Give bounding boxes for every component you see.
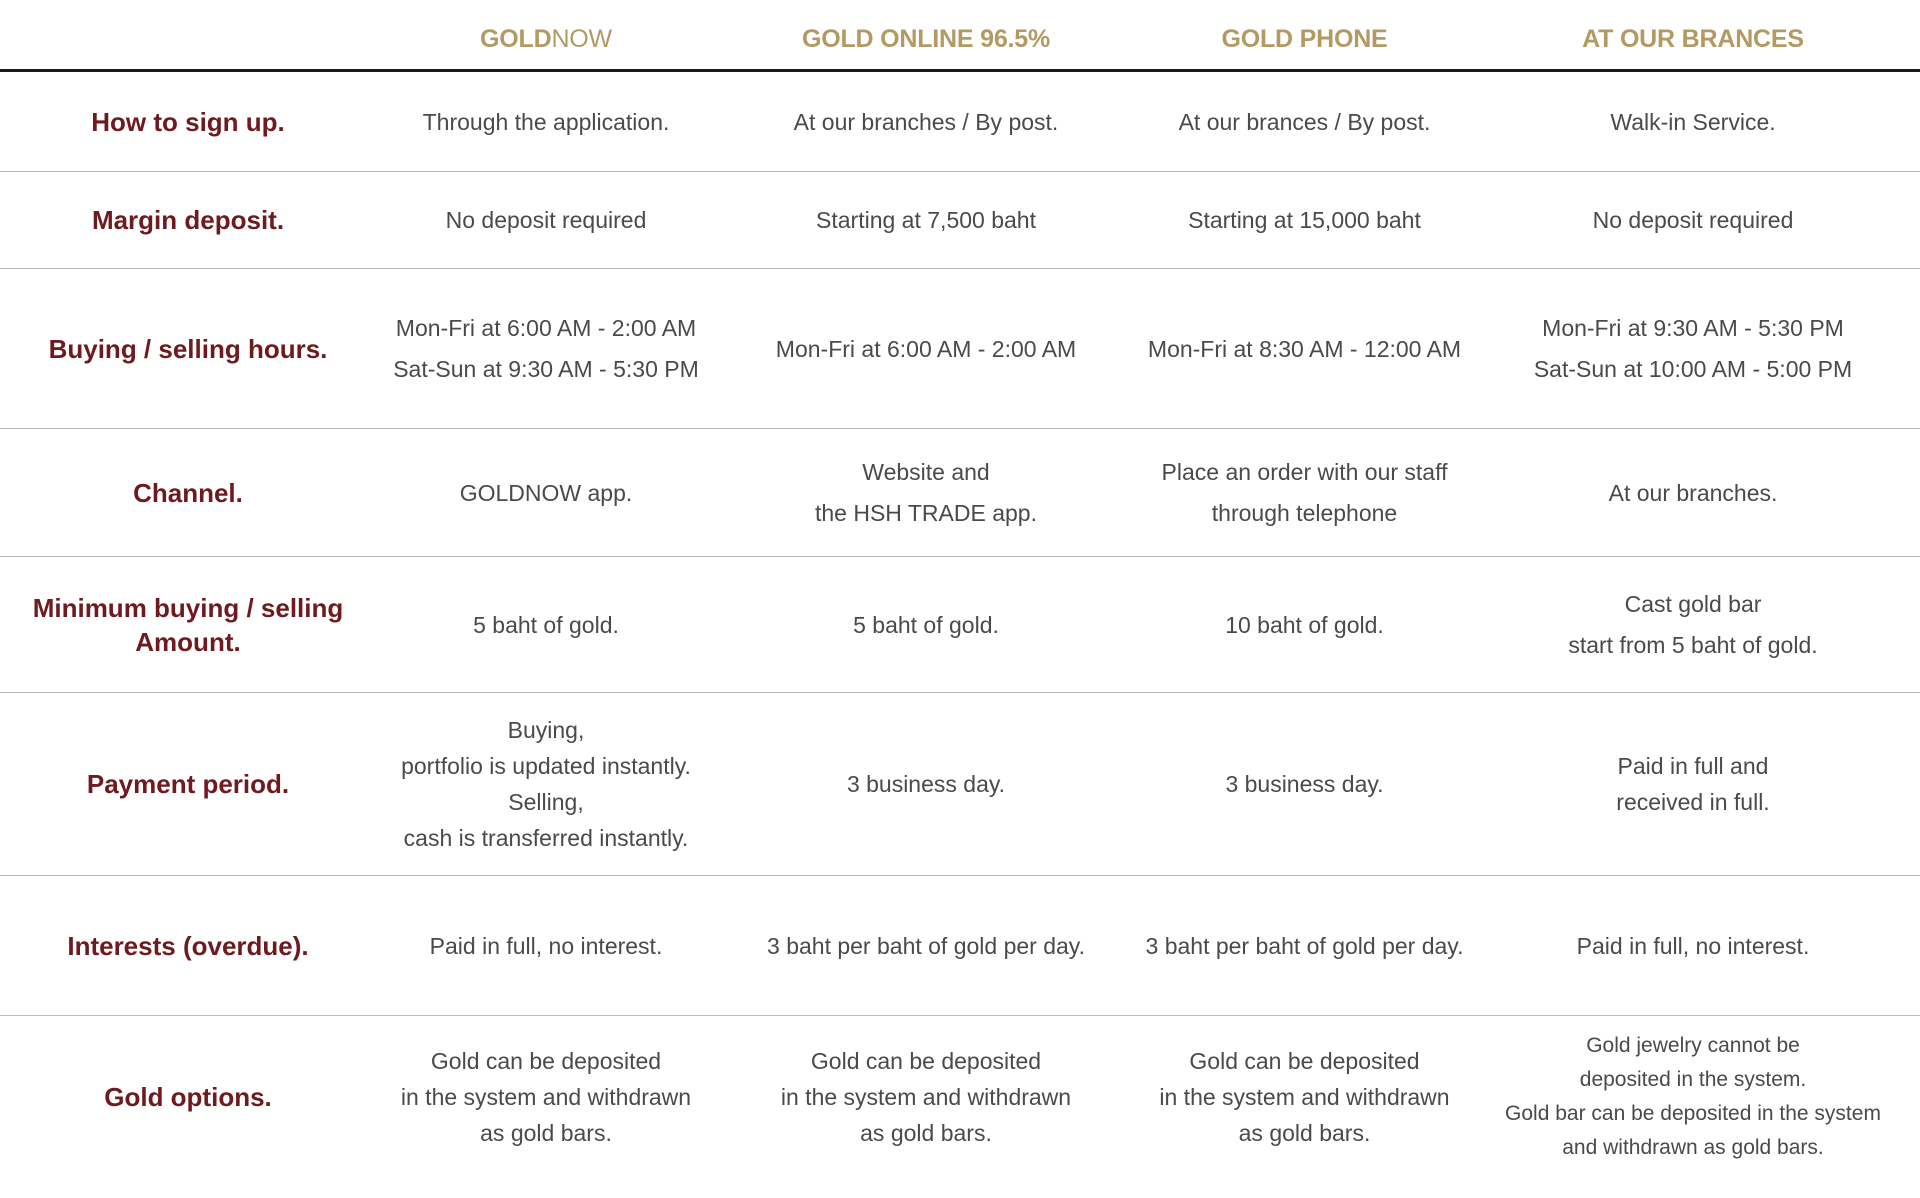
cell-signup-phone: At our brances / By post.: [1178, 108, 1431, 135]
table-row-minimum: [0, 557, 1920, 693]
table-row-payment: [0, 693, 1920, 876]
cell-signup-online: At our branches / By post.: [793, 108, 1059, 135]
cell-interest-phone: 3 baht per baht of gold per day.: [1145, 932, 1464, 959]
row-label-margin: Margin deposit.: [91, 205, 285, 235]
cell-minimum-phone: 10 baht of gold.: [1225, 611, 1384, 638]
cell-line: as gold bars.: [860, 1120, 992, 1146]
cell-line: Sat-Sun at 9:30 AM - 5:30 PM: [393, 355, 699, 382]
cell-line: in the system and withdrawn: [400, 1084, 692, 1110]
cell-minimum-online: 5 baht of gold.: [853, 611, 999, 638]
table-row-options: [0, 1016, 1920, 1178]
cell-line: cash is transferred instantly.: [403, 825, 689, 851]
cell-minimum-goldnow: 5 baht of gold.: [473, 611, 619, 638]
row-label-signup: How to sign up.: [91, 106, 285, 137]
row-label-minimum: [0, 591, 376, 659]
cell-line: Minimum buying / selling: [32, 592, 344, 623]
cell-payment-phone: 3 business day.: [1225, 771, 1384, 797]
cell-payment-online: 3 business day.: [846, 771, 1006, 797]
cell-margin-branches: No deposit required: [1592, 207, 1794, 233]
cell-channel-goldnow: GOLDNOW app.: [459, 479, 633, 506]
cell-channel-online: [716, 452, 1136, 534]
cell-minimum-branches: [1473, 584, 1913, 666]
table-row-signup: [0, 72, 1920, 172]
header-blank: [0, 0, 376, 24]
cell-margin-online: Starting at 7,500 baht: [816, 207, 1036, 233]
row-label-options: Gold options.: [104, 1082, 272, 1112]
cell-line: Amount.: [135, 626, 241, 657]
cell-line: the HSH TRADE app.: [814, 499, 1037, 526]
cell-line: Selling,: [508, 789, 584, 815]
row-label-hours: Buying / selling hours.: [48, 333, 328, 364]
cell-line: Cast gold bar: [1624, 590, 1762, 617]
cell-line: in the system and withdrawn: [1159, 1084, 1450, 1110]
cell-options-goldnow: [376, 1043, 716, 1151]
cell-line: Paid in full and: [1617, 753, 1769, 779]
header-goldnow-bold: GOLD: [480, 25, 552, 53]
header-goldnow-light: NOW: [551, 25, 612, 53]
cell-margin-phone: Starting at 15,000 baht: [1188, 207, 1421, 233]
cell-hours-branches: [1473, 308, 1913, 390]
header-branches: AT OUR BRANCES: [1582, 25, 1804, 53]
cell-signup-branches: Walk-in Service.: [1610, 108, 1776, 135]
cell-interest-branches: Paid in full, no interest.: [1576, 932, 1810, 959]
cell-line: as gold bars.: [480, 1120, 612, 1146]
cell-line: received in full.: [1616, 789, 1770, 815]
cell-payment-branches: [1473, 748, 1913, 820]
table-header: [0, 0, 1920, 72]
row-label-channel: Channel.: [133, 477, 243, 508]
cell-line: Gold can be deposited: [430, 1048, 662, 1074]
cell-line: Buying,: [507, 717, 585, 743]
cell-hours-online: Mon-Fri at 6:00 AM - 2:00 AM: [775, 335, 1077, 362]
cell-hours-phone: Mon-Fri at 8:30 AM - 12:00 AM: [1147, 335, 1462, 362]
header-goldnow: [376, 0, 716, 54]
table-row-channel: [0, 429, 1920, 557]
cell-line: through telephone: [1211, 499, 1398, 526]
cell-line: and withdrawn as gold bars.: [1562, 1136, 1824, 1159]
cell-options-online: [716, 1043, 1136, 1151]
table-row-margin: [0, 172, 1920, 269]
cell-payment-goldnow: [376, 712, 716, 856]
header-gold-online: GOLD ONLINE 96.5%: [801, 25, 1051, 53]
cell-interest-online: 3 baht per baht of gold per day.: [767, 932, 1085, 959]
cell-line: start from 5 baht of gold.: [1568, 631, 1818, 658]
cell-line: in the system and withdrawn: [780, 1084, 1072, 1110]
cell-signup-goldnow: Through the application.: [422, 108, 670, 135]
cell-line: Website and: [862, 458, 990, 485]
cell-line: Gold jewelry cannot be: [1586, 1034, 1800, 1057]
cell-hours-goldnow: [376, 308, 716, 390]
cell-interest-goldnow: Paid in full, no interest.: [429, 932, 663, 959]
row-label-interest: Interests (overdue).: [67, 930, 309, 961]
cell-line: as gold bars.: [1238, 1120, 1371, 1146]
cell-line: Gold can be deposited: [810, 1048, 1042, 1074]
table-row-interest: [0, 876, 1920, 1016]
cell-line: Sat-Sun at 10:00 AM - 5:00 PM: [1533, 355, 1853, 382]
cell-line: Gold bar can be deposited in the system: [1505, 1102, 1881, 1125]
cell-line: Gold can be deposited: [1189, 1048, 1420, 1074]
cell-line: portfolio is updated instantly.: [401, 753, 691, 779]
row-label-payment: Payment period.: [86, 769, 290, 799]
cell-channel-branches: At our branches.: [1608, 479, 1778, 506]
cell-channel-phone: [1136, 452, 1473, 534]
cell-line: Mon-Fri at 6:00 AM - 2:00 AM: [395, 314, 697, 341]
cell-line: Place an order with our staff: [1161, 458, 1448, 485]
cell-options-branches: [1473, 1029, 1913, 1165]
table-row-hours: [0, 269, 1920, 429]
cell-options-phone: [1136, 1043, 1473, 1151]
cell-line: deposited in the system.: [1579, 1068, 1807, 1091]
cell-margin-goldnow: No deposit required: [445, 207, 647, 233]
cell-line: Mon-Fri at 9:30 AM - 5:30 PM: [1542, 314, 1844, 341]
header-gold-phone: GOLD PHONE: [1221, 25, 1388, 53]
